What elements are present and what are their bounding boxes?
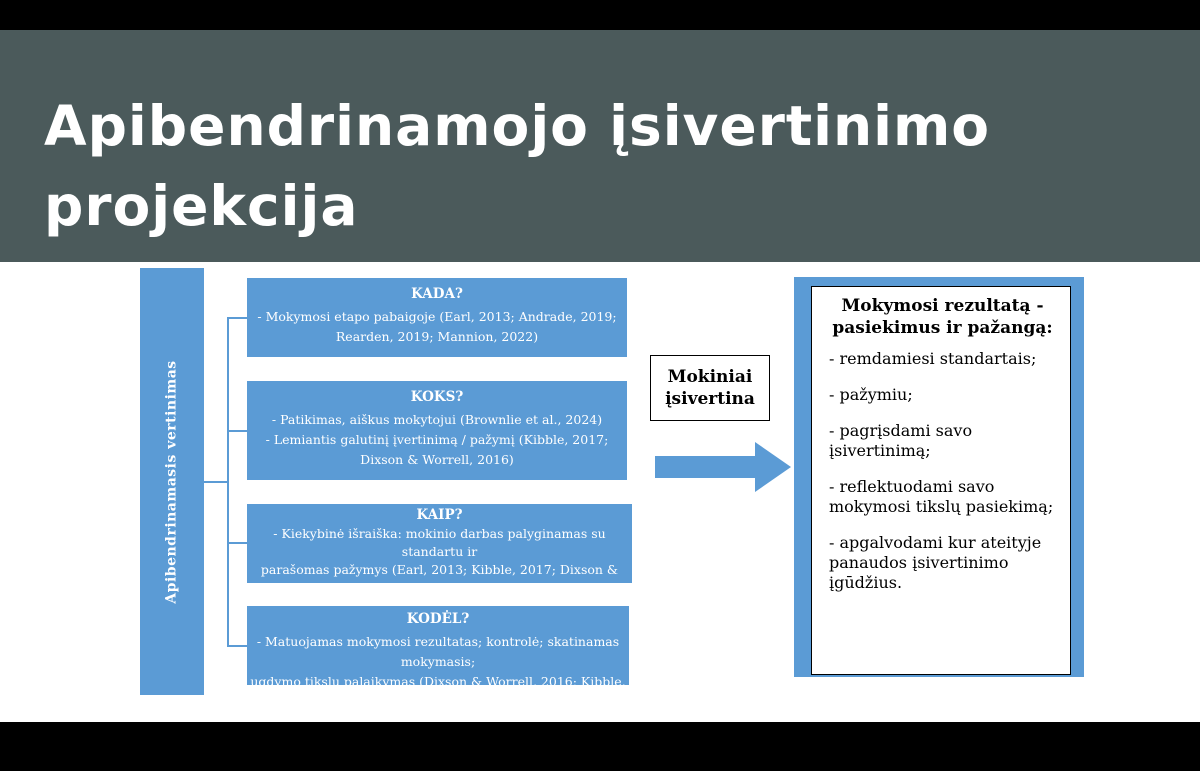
question-line: - Mokymosi etapo pabaigoje (Earl, 2013; Andrade, 2019; [257,309,617,324]
middle-label-box [650,355,770,421]
bottom-letterbox [0,722,1200,771]
question-line: - Patikimas, aiškus mokytojui (Brownlie et al., 2024) [271,412,603,427]
slide-title-line2: projekcija [44,174,359,238]
question-line: parašomas pažymys (Earl, 2013; Kibble, 2017; Dixson & Worrell, [260,562,619,595]
middle-label-line1: Mokiniai [667,367,753,387]
result-item: - pagrįsdami savo įsivertinimą; [829,421,973,460]
question-heading: KODĖL? [406,611,470,627]
question-heading: KADA? [411,286,463,302]
question-line: - Matuojamas mokymosi rezultatas; kontrolė; skatinamas mokymasis; [256,634,620,669]
side-bar-label: Apibendrinamasis vertinimas [164,359,181,604]
result-box [811,286,1071,675]
result-heading [829,295,1056,339]
top-letterbox [0,0,1200,30]
result-item: - apgalvodami kur ateityje panaudos įsivertinimo įgūdžius. [829,533,1042,592]
connector-branch-koks [227,430,247,432]
result-heading-line2: pasiekimus ir pažangą: [832,318,1053,338]
connector-branch-kodel [227,645,247,647]
question-line: Dixson & Worrell, 2016) [360,452,514,467]
question-box-kaip [247,504,632,595]
question-heading: KOKS? [410,389,464,405]
question-box-kodel [247,606,629,709]
connector-branch-kada [227,317,247,319]
question-line: ugdymo tikslų palaikymas (Dixson & Worrell, 2016; Kibble, 2017) [250,674,626,709]
result-heading-line1: Mokymosi rezultatą - [841,296,1044,316]
result-item: - pažymiu; [829,385,913,404]
question-heading: KAIP? [416,507,463,523]
side-bar-label-wrap [140,268,204,695]
right-arrow-icon [655,442,791,492]
middle-label-line2: įsivertina [665,389,755,409]
result-item: - reflektuodami savo mokymosi tikslų pasiekimą; [829,477,1054,516]
question-line: - Kiekybinė išraiška: mokinio darbas palyginamas su standartu ir [273,526,606,559]
question-box-koks [247,381,627,480]
result-item: - remdamiesi standartais; [829,349,1037,368]
question-line: Rearden, 2019; Mannion, 2022) [335,329,539,344]
connector-spine [227,317,229,647]
connector-stem [204,481,228,483]
slide-title [44,86,1144,246]
slide-title-line1: Apibendrinamojo įsivertinimo [44,94,991,158]
question-line: - Lemiantis galutinį įvertinimą / pažymį (Kibble, 2017; [265,432,609,447]
question-box-kada [247,278,627,357]
connector-branch-kaip [227,542,247,544]
